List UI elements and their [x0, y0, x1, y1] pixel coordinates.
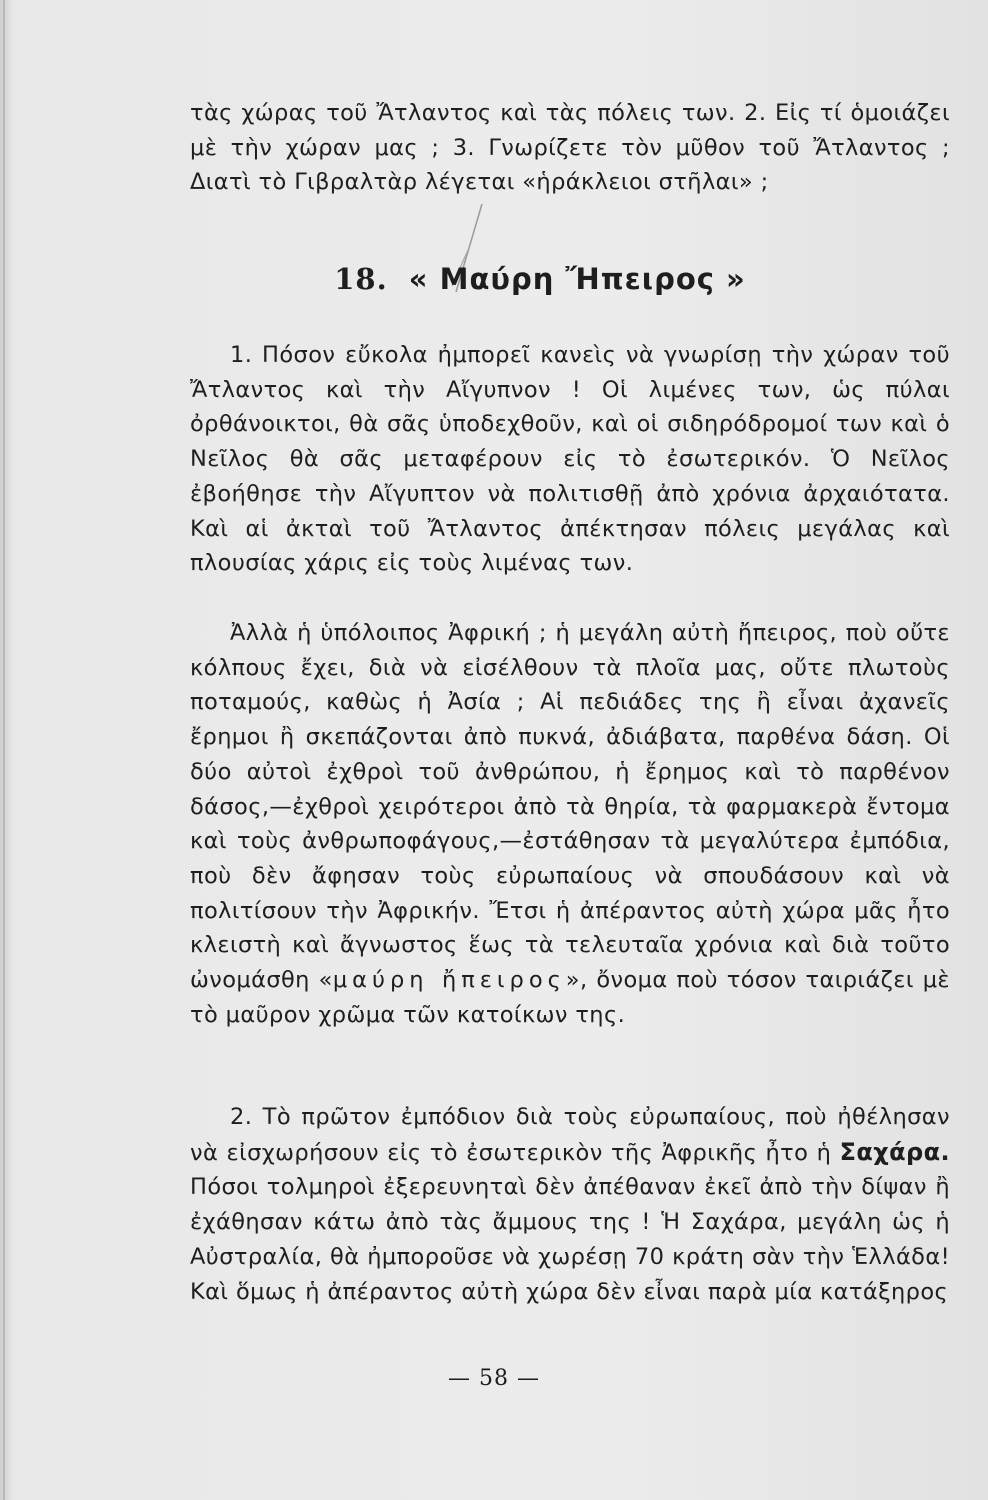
paragraph-2-text: 2. Τὸ πρῶτον ἐμπόδιον διὰ τοὺς εὐρωπαίους, ποὺ ἠθέλησαν νὰ εἰσχωρήσουν εἰς τὸ ἐσωτερικὸν τῆς Ἀφρικῆς ἦτο ἡ	[190, 1104, 950, 1166]
chapter-heading	[230, 262, 850, 296]
paragraph-2-end: Πόσοι τολμηροὶ ἐξερευνηταὶ δὲν ἀπέθαναν ἐκεῖ ἀπὸ τὴν δίψαν ἢ ἐχάθησαν κάτω ἀπὸ τὰς ἄμμους της ! Ἡ Σαχάρα, μεγάλη ὡς ἡ Αὐστραλία, θὰ ἠμποροῦσε νὰ χωρέσῃ 70 κράτη σὰν τὴν Ἑλλάδα! Καὶ ὅμως ἡ ἀπέραντος αὐτὴ χώρα δὲν εἶναι παρὰ μία κατάξηρος	[190, 1174, 950, 1305]
page-number: — 58 —	[448, 1366, 540, 1391]
page-edge	[3, 0, 5, 1500]
paragraph-1b-end: », ὄνομα ποὺ τόσον ταιριάζει μὲ τὸ μαῦρον χρῶμα τῶν κατοίκων της.	[190, 967, 950, 1028]
paragraph-1b-text: Ἀλλὰ ἡ ὑπόλοιπος Ἀφρική ; ἡ μεγάλη αὐτὴ ἤπειρος, ποὺ οὔτε κόλπους ἔχει, διὰ νὰ εἰσέλθουν τὰ πλοῖα μας, οὔτε πλωτοὺς ποταμούς, καθὼς ἡ Ἀσία ; Αἱ πεδιάδες της ἢ εἶναι ἀχανεῖς ἔρημοι ἢ σκεπάζονται ἀπὸ πυκνά, ἀδιάβατα, παρθένα δάση. Οἱ δύο αὐτοὶ ἐχθροὶ τοῦ ἀνθρώπου, ἡ ἔρημος καὶ τὸ παρθένον δάσος,—ἐχθροὶ χειρότεροι ἀπὸ τὰ θηρία, τὰ φαρμακερὰ ἔντομα καὶ τοὺς ἀνθρωποφάγους,—ἐστάθησαν τὰ μεγαλύτερα ἐμπόδια, ποὺ δὲν ἄφησαν τοὺς εὐρωπαίους νὰ σπουδάσουν καὶ νὰ πολιτίσουν τὴν Ἀφρικήν. Ἔτσι ἡ ἀπέραντος αὐτὴ χώρα μᾶς ἦτο κλειστὴ καὶ ἄγνωστος ἕως τὰ τελευταῖα χρόνια καὶ διὰ τοῦτο ὠνομάσθη «	[190, 620, 950, 994]
spaced-term: μαύρη ἤπειρος	[332, 967, 566, 994]
chapter-number: 18.	[334, 262, 388, 296]
chapter-title: « Μαύρη Ἤπειρος »	[408, 262, 746, 296]
paragraph-2	[190, 1100, 950, 1309]
bold-term: Σαχάρα.	[839, 1137, 950, 1166]
intro-paragraph: τὰς χώρας τοῦ Ἄτλαντος καὶ τὰς πόλεις των. 2. Εἰς τί ὁμοιάζει μὲ τὴν χώραν μας ; 3. Γνωρίζετε τὸν μῦθον τοῦ Ἄτλαντος ; Διατὶ τὸ Γιβραλτὰρ λέγεται «ἡράκλειοι στῆλαι» ;	[190, 100, 950, 196]
paragraph-1b	[190, 616, 950, 1032]
paragraph-1: 1. Πόσον εὔκολα ἠμπορεῖ κανεὶς νὰ γνωρίσῃ τὴν χώραν τοῦ Ἄτλαντος καὶ τὴν Αἴγυπνον ! Οἱ λιμένες των, ὡς πύλαι ὀρθάνοικτοι, θὰ σᾶς ὑποδεχθοῦν, καὶ οἱ σιδηρόδρομοί των καὶ ὁ Νεῖλος θὰ σᾶς μεταφέρουν εἰς τὸ ἐσωτερικόν. Ὁ Νεῖλος ἐβοήθησε τὴν Αἴγυπτον νὰ πολιτισθῇ ἀπὸ χρόνια ἀρχαιότατα. Καὶ αἱ ἀκταὶ τοῦ Ἄτλαντος ἀπέκτησαν πόλεις μεγάλας καὶ πλουσίας χάρις εἰς τοὺς λιμένας των.	[190, 342, 950, 577]
